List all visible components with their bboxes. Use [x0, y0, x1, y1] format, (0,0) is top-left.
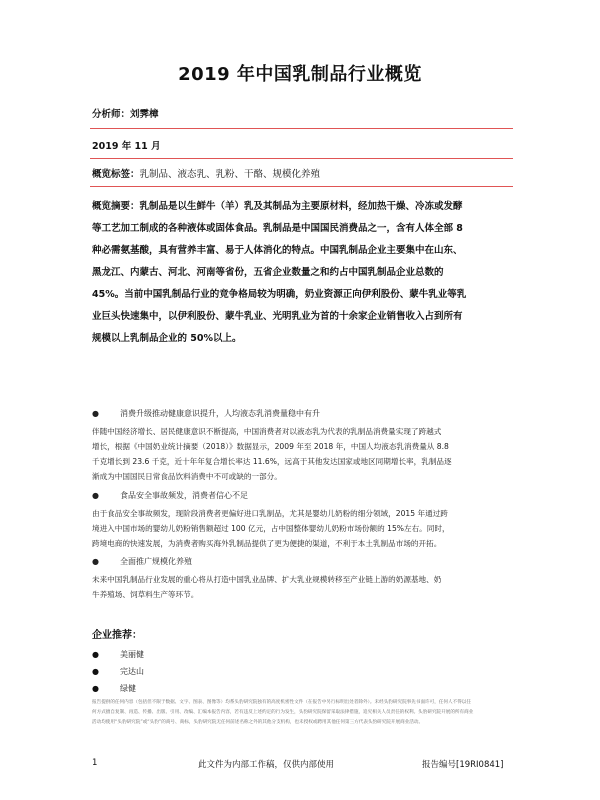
- paragraph-line: 渐成为中国国民日常食品饮料消费中不可或缺的一部分。: [92, 472, 282, 481]
- paragraph-line: 由于食品安全事故频发，现阶段消费者更偏好进口乳制品，尤其是婴幼儿奶粉的细分领域，2015 年通过跨: [92, 509, 448, 518]
- summary-line: 概览摘要：乳制品是以生鲜牛（羊）乳及其制品为主要原材料，经加热干燥、冷冻或发酵: [92, 201, 463, 212]
- list-item: [92, 680, 144, 697]
- paragraph-line: 千克增长到 23.6 千克，近十年年复合增长率达 11.6%，远高于其他发达国家或地区同期增长率，乳制品逐: [92, 457, 452, 466]
- tags-value: 乳制品、液态乳、乳粉、干酪、规模化养殖: [139, 169, 321, 180]
- bullet-paragraph: [92, 572, 517, 602]
- divider-line: [90, 186, 513, 187]
- tags-label: 概览标签：: [92, 169, 140, 180]
- bullet-dot-icon: ●: [92, 409, 99, 418]
- list-item: [92, 646, 144, 663]
- disclaimer-line: 何方式擅自复制、再造、传播、出版、引用、改编、汇编本报告内容，若有违反上述约定的行为发生，头豹研究院保留采取法律措施，追究相关人员责任的权利。头豹研究院开展的所有商业: [92, 710, 474, 715]
- page-number: 1: [92, 758, 98, 768]
- overview-tags: [92, 166, 320, 180]
- analyst-name: 分析师：刘霁樟: [92, 109, 159, 120]
- bullet-heading-text: 消费升级推动健康意识提升，人均液态乳消费量稳中有升: [120, 409, 320, 418]
- footer-notice: 此文件为内部工作稿，仅供内部使用: [198, 760, 335, 770]
- bullet-dot-icon: ●: [92, 650, 99, 659]
- bullet-dot-icon: ●: [92, 557, 99, 566]
- overview-summary: [92, 196, 517, 350]
- company-name: 美丽健: [120, 650, 144, 659]
- paragraph-line: 增长，根据《中国奶业统计摘要（2018）》数据显示，2009 年至 2018 年，中国人均液态乳消费量从 8.8: [92, 442, 449, 451]
- paragraph-line: 未来中国乳制品行业发展的重心将从打造中国乳业品牌、扩大乳业规模转移至产业链上游的奶源基地、奶: [92, 575, 442, 584]
- bullet-heading-text: 食品安全事故频发，消费者信心不足: [120, 491, 248, 500]
- summary-line: 业巨头快速集中，以伊利股份、蒙牛乳业、光明乳业为首的十余家企业销售收入占到所有: [92, 311, 463, 322]
- report-date: 2019 年 11 月: [92, 141, 161, 152]
- bullet-paragraph: [92, 424, 517, 484]
- report-title: 2019 年中国乳制品行业概览: [178, 64, 422, 85]
- company-name: 绿健: [120, 684, 136, 693]
- divider-line: [90, 158, 513, 159]
- paragraph-line: 跨境电商的快速发展，为消费者购买海外乳制品提供了更为便捷的渠道，不利于本土乳制品市场的开拓。: [92, 539, 442, 548]
- divider-line: [90, 128, 513, 129]
- legal-disclaimer: [92, 698, 517, 728]
- bullet-heading: [92, 556, 192, 567]
- bullet-heading: [92, 490, 248, 501]
- paragraph-line: 境进入中国市场的婴幼儿奶粉销售额超过 100 亿元，占中国整体婴幼儿奶粉市场份额的 15%左右。同时，: [92, 524, 450, 533]
- bullet-paragraph: [92, 506, 517, 551]
- report-number: 报告编号[19RI0841]: [422, 760, 504, 770]
- bullet-dot-icon: ●: [92, 684, 99, 693]
- paragraph-line: 伴随中国经济增长、居民健康意识不断提高，中国消费者对以液态乳为代表的乳制品消费量实现了跨越式: [92, 427, 442, 436]
- summary-line: 等工艺加工制成的各种液体或固体食品。乳制品是中国国民消费品之一，含有人体全部 8: [92, 223, 463, 234]
- recommendations-title: 企业推荐：: [92, 630, 142, 641]
- summary-line: 45%。当前中国乳制品行业的竞争格局较为明确，奶业资源正向伊利股份、蒙牛乳业等乳: [92, 289, 467, 300]
- summary-line: 黑龙江、内蒙古、河北、河南等省份，五省企业数量之和约占中国乳制品企业总数的: [92, 267, 444, 278]
- bullet-heading-text: 全面推广规模化养殖: [120, 557, 192, 566]
- disclaimer-line: 报告提供的任何内容（包括但不限于数据、文字、图表、图像等）均系头豹研究院独有的高度机密性文件（在报告中另行标明出处者除外）。未经头豹研究院事先书面许可，任何人不得以任: [92, 700, 471, 705]
- summary-line: 种必需氨基酸，具有营养丰富、易于人体消化的特点。中国乳制品企业主要集中在山东、: [92, 245, 463, 256]
- summary-line: 规模以上乳制品企业的 50%以上。: [92, 333, 242, 344]
- bullet-dot-icon: ●: [92, 491, 99, 500]
- disclaimer-line: 活动均使用“头豹研究院”或“头豹”的商号、商标，头豹研究院无任何前述名称之外的其他分支机构，也未授权或聘用其他任何第三方代表头豹研究院开展商业活动。: [92, 720, 424, 725]
- company-name: 完达山: [120, 667, 144, 676]
- list-item: [92, 663, 144, 680]
- bullet-heading: [92, 408, 320, 419]
- bullet-dot-icon: ●: [92, 667, 99, 676]
- recommendations-list: [92, 646, 144, 697]
- paragraph-line: 牛养殖场、饲草料生产等环节。: [92, 590, 199, 599]
